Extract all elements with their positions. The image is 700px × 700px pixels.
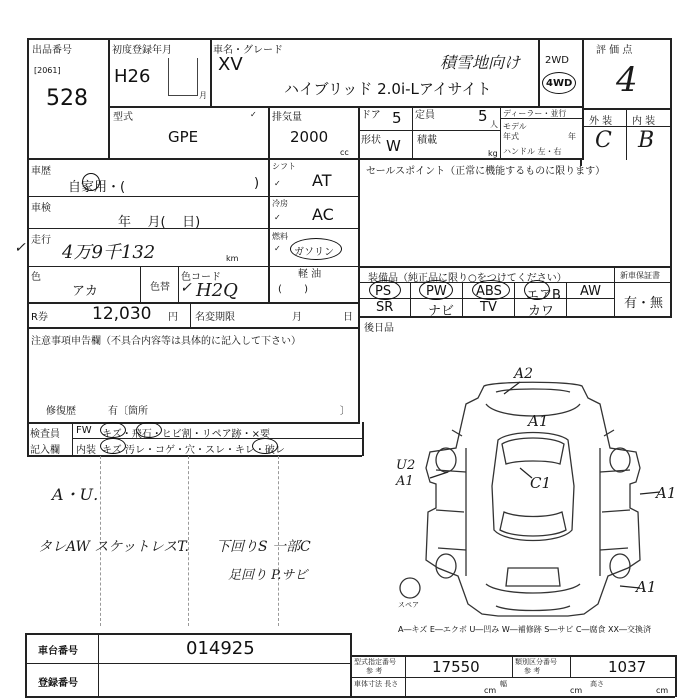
load-unit: kg: [488, 149, 498, 158]
height-label: 高さ: [590, 680, 604, 688]
shift-label: シフト: [272, 162, 296, 171]
fuel-value-diesel: 軽 油: [298, 269, 322, 280]
equip-sr: SR: [376, 300, 394, 315]
chassis-value: 014925: [186, 638, 255, 659]
history-close: ): [254, 176, 260, 191]
equip-abs: ABS: [476, 284, 502, 299]
damage-mark-left-a1: A1: [396, 474, 414, 489]
damage-mark-front: A2: [514, 366, 534, 382]
warranty-value: 有・無: [624, 296, 664, 311]
inspection-value: 年 月( 日): [118, 215, 201, 230]
repair-label: 修復歴: [46, 406, 76, 417]
history-label: 車歴: [31, 166, 51, 177]
road-tax-label: 名変期限: [195, 312, 235, 323]
reg-label: 登録番号: [38, 678, 78, 689]
damage-mark-rear: A1: [636, 578, 657, 596]
recycle-unit: 円: [168, 312, 178, 323]
spare-label: スペア: [398, 601, 419, 609]
month-unit: 月: [199, 91, 207, 100]
handwritten-snow-note: 積雪地向け: [440, 53, 521, 72]
recycle-label: R券: [31, 312, 48, 323]
capacity-unit: 人: [490, 120, 498, 129]
grade-label: 評 価 点: [596, 45, 633, 56]
model-label: 車名・グレード: [213, 45, 283, 56]
capacity-value: 5: [478, 107, 488, 125]
color-value: アカ: [72, 284, 98, 299]
handwritten-line3: 下回りS 一部C: [216, 539, 311, 555]
mileage-unit: km: [226, 254, 239, 263]
color-check-icon: ✓: [180, 280, 192, 296]
width-label: 幅: [500, 680, 507, 688]
fuel-check-icon: ✓: [274, 244, 281, 253]
handwritten-line1: A・U．: [52, 485, 110, 504]
history-value: 自家用・(: [68, 180, 126, 195]
year-unit: 年: [568, 132, 576, 141]
fuel-value-gasoline: ガソリン: [294, 247, 334, 258]
equip-aw: AW: [580, 284, 602, 299]
lot-small: [2061]: [34, 66, 61, 75]
body-label: 形状: [361, 135, 381, 146]
first-reg-era: H26: [114, 66, 151, 87]
equipment-label: 装備品（純正品に限り○をつけてください）: [368, 273, 567, 284]
damage-mark-left-u2: U2: [396, 458, 416, 473]
shift-check-icon: ✓: [274, 179, 281, 188]
road-tax-month: 月: [292, 312, 302, 323]
certified-label1: 型式指定番号: [354, 658, 396, 666]
damage-legend: A―キズ E―エクボ U―凹み W―補修跡 S―サビ C―腐食 XX―交換済: [398, 625, 652, 634]
model-name: XV: [218, 54, 243, 75]
warranty-label: 新車保証書: [620, 271, 660, 280]
damage-mark-hood: A1: [528, 412, 549, 430]
handwritten-line4: 足回り P.サビ: [228, 568, 308, 583]
model-year-label1: モデル: [503, 122, 527, 131]
inspection-label: 車検: [31, 203, 51, 214]
load-label: 積載: [417, 135, 437, 146]
mileage-check-icon: ✓: [14, 240, 26, 256]
repair-close: 〕: [340, 406, 350, 417]
mileage-value: 4万9千132: [62, 242, 156, 263]
handle-label: ハンドル 左・右: [503, 147, 562, 156]
type-value: GPE: [168, 128, 199, 146]
type-label: 型式: [113, 112, 133, 123]
doors-label: ドア: [361, 110, 381, 121]
height-unit: cm: [656, 686, 669, 695]
category-value: 1037: [608, 658, 647, 676]
interior-label-row: 内装: [76, 445, 96, 456]
category-label2: 参 考: [524, 667, 541, 675]
drive-2wd: 2WD: [545, 55, 569, 66]
handwritten-line2: タレAW スケットレスT.: [38, 539, 189, 555]
color-label: 色: [31, 272, 41, 283]
drive-4wd: 4WD: [546, 78, 573, 89]
fuel-paren: ( ): [278, 284, 309, 295]
mileage-label: 走行: [31, 235, 51, 246]
notes-label: 注意事項申告欄（不具合内容等は具体的に記入して下さい）: [31, 336, 301, 347]
repair-value: 有〔箇所: [108, 406, 148, 417]
lot-label: 出品番号: [32, 45, 72, 56]
certified-value: 17550: [432, 658, 480, 676]
road-tax-day: 日: [343, 312, 353, 323]
recycle-value: 12,030: [92, 304, 152, 324]
equip-navi: ナビ: [428, 304, 455, 319]
color-no-label: 色替: [150, 282, 170, 293]
sales-points-label: セールスポイント（正常に機能するものに限ります）: [366, 166, 606, 177]
length-label: 車体寸法 長さ: [354, 680, 399, 688]
category-label1: 類別区分番号: [515, 658, 557, 666]
first-reg-label: 初度登録年月: [112, 45, 172, 56]
body-value: W: [386, 137, 401, 155]
inspector-label1: 検査員: [30, 429, 60, 440]
exterior-value: C: [595, 128, 612, 153]
chassis-label: 車台番号: [38, 646, 78, 657]
equip-tv: TV: [480, 300, 497, 315]
fw-label: FW: [76, 425, 92, 436]
model-year-label2: 年式: [503, 132, 519, 141]
aircon-check-icon: ✓: [274, 213, 281, 222]
displacement-value: 2000: [290, 128, 329, 146]
interior-label: 内 装: [632, 116, 656, 127]
fuel-label: 燃料: [272, 232, 288, 241]
aircon-value: AC: [312, 205, 334, 224]
fw-items: キズ・飛石・ヒビ割・リペア跡・×要: [102, 429, 270, 440]
inspector-label2: 記入欄: [30, 445, 60, 456]
rear-seat-label: 後日品: [364, 323, 394, 334]
interior-items: キズ 汚レ・コゲ・穴・スレ・キレ・破レ: [102, 445, 285, 456]
model-grade: ハイブリッド 2.0i-Lアイサイト: [284, 80, 492, 98]
lot-number: 528: [46, 86, 88, 111]
type-check-icon: ✓: [250, 110, 257, 119]
doors-value: 5: [392, 109, 402, 127]
displacement-unit: cc: [340, 148, 349, 157]
damage-mark-roof: C1: [530, 474, 552, 492]
equip-ps: PS: [375, 284, 392, 299]
certified-label2: 参 考: [366, 667, 383, 675]
grade-value: 4: [616, 60, 638, 100]
color-code-label: 色コード: [181, 272, 221, 283]
damage-mark-right: A1: [656, 484, 677, 502]
length-unit: cm: [484, 686, 497, 695]
displacement-label: 排気量: [272, 112, 302, 123]
capacity-label: 定員: [415, 110, 435, 121]
interior-value: B: [638, 128, 655, 153]
dealer-label: ディーラー・並行: [503, 109, 567, 118]
aircon-label: 冷房: [272, 199, 288, 208]
equip-airbag: エアB: [526, 288, 561, 303]
shift-value: AT: [312, 171, 332, 190]
equip-pw: PW: [426, 284, 447, 299]
equip-leather: カワ: [528, 304, 555, 319]
color-code-value: H2Q: [196, 280, 238, 301]
width-unit: cm: [570, 686, 583, 695]
exterior-label: 外 装: [589, 116, 613, 127]
